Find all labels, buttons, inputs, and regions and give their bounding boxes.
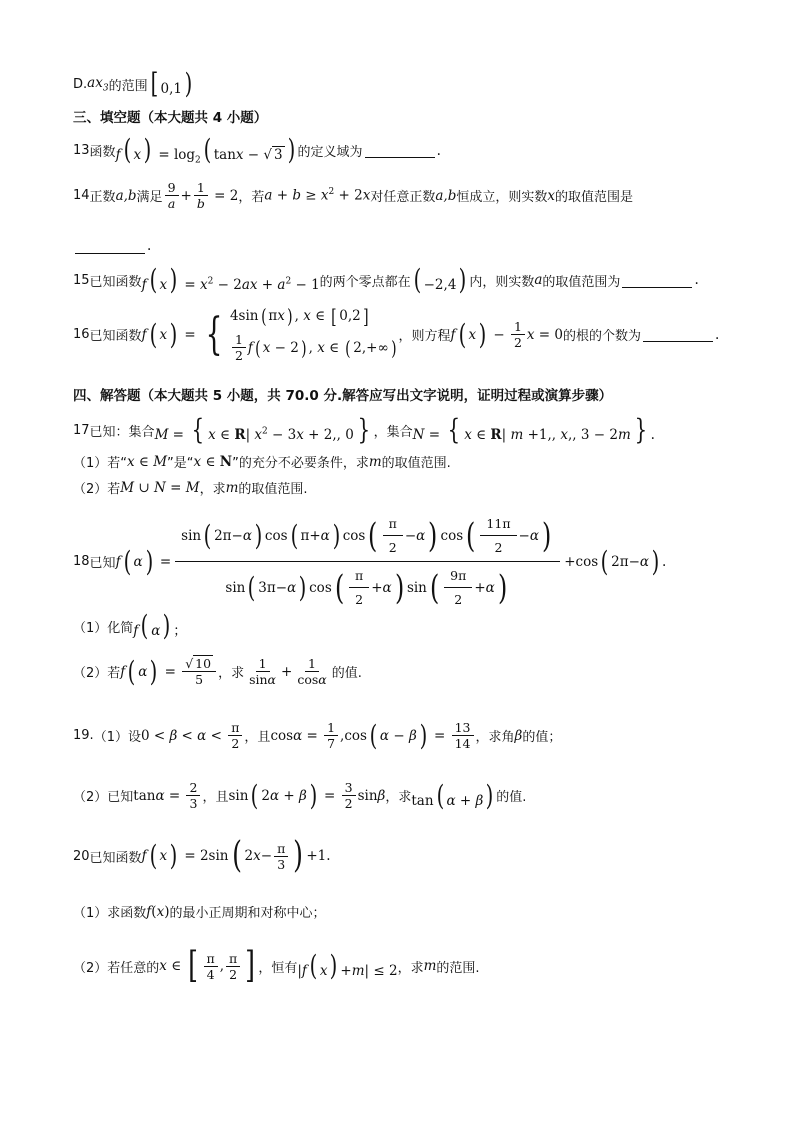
question-text: ，集合 [373,424,413,440]
question-text: 恒成立，则实数 [456,190,548,205]
math: $\frac{1}{\sin\alpha}$ + $\frac{1}{\cos\alpha}$ [249,656,327,687]
question-text: 已知函数 [89,850,142,866]
question-text: 函数 [89,145,116,161]
math: |f( x) +m| ≤ 2 [297,949,398,982]
question-20 [73,835,331,876]
math: f ( x ) − $\frac{1}{2}$ x = 0 [450,317,563,351]
question-text: （1）设 [93,730,141,745]
answer-blank[interactable] [622,273,692,288]
math: sin ( 2 α + β ) = $\frac{3}{2}$ sin β [228,778,386,812]
math: β [514,727,523,744]
section-heading-3: 三、填空题（本大题共 4 小题） [73,110,268,126]
option-d [73,67,195,100]
question-text: （2）已知 [73,790,134,805]
math: f( $x) = x^2 - 2ax + a^2 - 1$ [141,263,320,296]
answer-blank[interactable] [643,327,713,342]
question-16: 16 已知函数 f ( x ) = { 4sin ( π x ) , x ∈ [ 0,2 ] $\frac{1}{2}$ f ( x − 2 ) , x ∈ ( 2,+∞ ) ，则方程 f ( x ) − $\frac{1}{2}$ x = 0 的根的个数为 . [73,304,720,363]
question-text: 的取值范围. [238,482,308,497]
math: f(x) [146,903,170,920]
question-text: ，求 [385,790,412,805]
question-18-part-2 [73,656,362,687]
question-text: ”的充分不必要条件，求 [232,456,369,471]
question-text: （1）若“ [73,456,128,471]
question-text: （1）求函数 [73,906,147,921]
question-18-part-1 [73,609,187,642]
math: f( $x) = \log_2$( tanx − √ 3 ) [115,133,295,166]
question-text: 的范围. [436,960,480,976]
question-17-part-1 [73,452,451,471]
question-text: ，求 [397,960,424,976]
math: m [368,453,382,470]
section-heading-4: 四、解答题（本大题共 5 小题，共 70.0 分.解答应写出文字说明，证明过程或演算步骤） [73,388,613,404]
question-19-part-1 [73,720,561,751]
math: tan α = $\frac{2}{3}$ [133,780,202,811]
question-text: 的取值范围是 [554,190,633,205]
question-17-part-2 [73,478,308,497]
question-text: 已知 [89,556,116,571]
question-number: 13 [73,143,90,159]
question-text: （2）若任意的 [73,960,160,976]
math: x [547,187,555,204]
question-text: 已知：集合 [89,424,155,440]
answer-blank[interactable] [75,239,145,254]
question-text: 的取值范围为 [542,274,621,290]
question-20-part-1 [73,902,325,921]
math: f( α) ； [133,609,187,642]
question-text: 的最小正周期和对称中心； [169,906,326,921]
question-number: 14 [73,188,90,203]
question-18 [73,512,666,611]
question-text: ，恒有 [258,960,298,976]
math: m [423,958,437,974]
math: ( −2,4) [413,263,467,296]
question-number: 19. [73,728,94,743]
math: a [534,272,543,288]
question-text: ，且 [202,790,229,805]
math: $\frac{9}{a}$ + $\frac{1}{b}$ = 2 [163,180,239,211]
math: f ( α ) = sin ( 2π− α ) cos ( π+ α ) cos ( $\frac{\pi}{2}$ − α ) cos ( $\frac{11\pi}{2}$ − α ) sin ( 3π− α ) cos ( $\frac{\pi}{2}$ + α ) sin ( $\frac{9\pi}{2}$ + α ) +cos ( 2π− α ) . [116,512,667,611]
question-text: ”是“ [167,456,194,471]
question-text: 对任意正数 [370,190,436,205]
math: a,b [435,187,457,204]
question-text: 满足 [136,190,163,205]
question-text: 的值. [331,666,362,681]
math: x ∈ [ $\frac{\pi}{4}$ , $\frac{\pi}{2}$ ] [159,945,256,986]
question-text: ，则方程 [398,329,451,344]
question-text: （2）若 [73,666,121,681]
math: x ∈ M [127,453,168,470]
question-text: ，求 [199,482,226,497]
math: tan( α + β) [411,778,494,812]
question-text: 的定义域为 [297,145,363,161]
math: [ 0,1) [150,67,193,100]
math: N = { x ∈ R| m +1,, x,, 3 − 2m } . [412,413,655,446]
math: 0 < β < α < $\frac{\pi}{2}$ [141,720,244,751]
question-text: 的值； [522,730,562,745]
question-20-part-2 [73,945,480,986]
question-text: ，且 [244,730,271,745]
question-number: 17 [73,422,90,438]
math: f ( α ) = $\frac{√ 10}{5}$ [120,656,218,687]
question-13: 13 函数 f( $x) = \log_2$( tanx − √ 3 ) 的定义域为 . [73,133,441,166]
math: $a + b \ge x^2 + 2x$ [264,187,371,204]
math: M ∪ N = M [120,479,200,496]
question-19-part-2 [73,780,526,811]
question-text: ，求角 [475,730,515,745]
answer-blank[interactable] [365,143,435,158]
question-text: 正数 [89,190,116,205]
question-text: 的取值范围. [381,456,451,471]
math: f ( x ) = 2sin ( 2 x − $\frac{\pi}{3}$ ) +1. [141,835,331,876]
question-text: （2）若 [73,482,121,497]
question-15: 15 已知函数 f( $x) = x^2 - 2ax + a^2 - 1$ 的两个零点都在 ( −2,4) 内，则实数 a 的取值范围为 . [73,263,699,296]
question-17 [73,413,655,446]
option-text: 的范围 [108,78,148,94]
question-text: 已知函数 [89,274,142,290]
question-text: 的两个零点都在 [319,274,411,290]
question-14 [73,180,633,211]
math: cos α = $\frac{1}{7}$ ,cos ( α − β ) = $\frac{13}{14}$ [270,720,475,751]
question-number: 15 [73,272,90,288]
question-text: 的值. [496,790,527,805]
question-number: 18 [73,554,90,569]
math: a,b [115,187,137,204]
question-number: 16 [73,327,90,342]
question-text: 的根的个数为 [563,329,642,344]
question-number: 20 [73,848,90,864]
math: f ( x ) = { 4sin ( π x ) , x ∈ [ 0,2 ] $\frac{1}{2}$ f ( x − 2 ) , x ∈ ( 2,+∞ ) [141,304,397,363]
math: x ∈ N [193,453,233,470]
question-14-answer-line: . [73,238,151,254]
question-text: ，求 [218,666,245,681]
question-text: ，若 [238,190,265,205]
math: $ax_3$ [87,74,109,94]
question-text: 内，则实数 [469,274,535,290]
math: M = { x ∈ R| $x^2 - 3x + 2$,, 0 } [154,413,370,446]
question-text: 已知函数 [89,329,142,344]
option-label: D. [73,76,88,92]
math: m [225,479,239,496]
question-text: （1）化简 [73,620,134,636]
